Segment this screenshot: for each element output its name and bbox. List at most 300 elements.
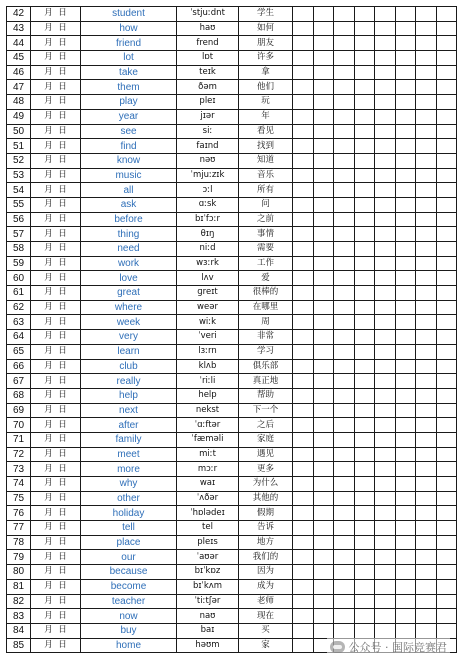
blank-cell [313, 21, 334, 36]
blank-cell [313, 139, 334, 154]
chinese-meaning: 学习 [239, 344, 293, 359]
blank-cell [395, 65, 416, 80]
blank-cell [313, 197, 334, 212]
month-label: 月 [44, 52, 53, 63]
table-row [7, 212, 457, 227]
row-number: 43 [7, 21, 31, 36]
chinese-meaning: 他们 [239, 80, 293, 95]
blank-cell [436, 212, 457, 227]
blank-cell [395, 579, 416, 594]
blank-cell [313, 374, 334, 389]
table-row [7, 242, 457, 257]
blank-cell [395, 418, 416, 433]
blank-cell [375, 315, 396, 330]
phonetic: haʊ [177, 21, 239, 36]
blank-cell [416, 153, 437, 168]
blank-cell [395, 374, 416, 389]
blank-cell [354, 432, 375, 447]
blank-cell [293, 315, 314, 330]
blank-cell [334, 80, 355, 95]
phonetic: ˈmjuːzɪk [177, 168, 239, 183]
phonetic: mɔːr [177, 462, 239, 477]
chinese-meaning: 工作 [239, 256, 293, 271]
blank-cell [293, 579, 314, 594]
table-row [7, 477, 457, 492]
row-number: 44 [7, 36, 31, 51]
blank-cell [334, 550, 355, 565]
blank-cell [334, 286, 355, 301]
chinese-meaning: 地方 [239, 535, 293, 550]
blank-cell [313, 403, 334, 418]
day-label: 日 [58, 595, 67, 606]
table-row [7, 80, 457, 95]
blank-cell [436, 506, 457, 521]
blank-cell [354, 242, 375, 257]
blank-cell [416, 609, 437, 624]
blank-cell [313, 330, 334, 345]
chinese-meaning: 之前 [239, 212, 293, 227]
blank-cell [416, 300, 437, 315]
day-label: 日 [58, 125, 67, 136]
english-word: our [81, 550, 177, 565]
blank-cell [416, 21, 437, 36]
blank-cell [395, 139, 416, 154]
blank-cell [293, 124, 314, 139]
phonetic: ˈɑːftər [177, 418, 239, 433]
blank-cell [375, 418, 396, 433]
english-word: place [81, 535, 177, 550]
blank-cell [395, 521, 416, 536]
blank-cell [436, 521, 457, 536]
blank-cell [293, 609, 314, 624]
blank-cell [313, 256, 334, 271]
month-label: 月 [44, 67, 53, 78]
english-word: very [81, 330, 177, 345]
row-number: 69 [7, 403, 31, 418]
day-label: 日 [58, 302, 67, 313]
table-row [7, 330, 457, 345]
blank-cell [334, 315, 355, 330]
row-number: 54 [7, 183, 31, 198]
blank-cell [416, 227, 437, 242]
blank-cell [416, 359, 437, 374]
english-word: them [81, 80, 177, 95]
phonetic: həʊm [177, 638, 239, 653]
blank-cell [354, 315, 375, 330]
blank-cell [375, 477, 396, 492]
table-row [7, 65, 457, 80]
blank-cell [293, 139, 314, 154]
table-row [7, 462, 457, 477]
blank-cell [354, 183, 375, 198]
row-number: 49 [7, 109, 31, 124]
chinese-meaning: 许多 [239, 51, 293, 66]
english-word: all [81, 183, 177, 198]
blank-cell [436, 579, 457, 594]
blank-cell [416, 521, 437, 536]
month-label: 月 [44, 23, 53, 34]
phonetic: waɪ [177, 477, 239, 492]
row-number: 64 [7, 330, 31, 345]
blank-cell [436, 330, 457, 345]
month-label: 月 [44, 331, 53, 342]
month-label: 月 [44, 140, 53, 151]
blank-cell [416, 403, 437, 418]
blank-cell [395, 388, 416, 403]
blank-cell [436, 36, 457, 51]
blank-cell [436, 447, 457, 462]
blank-cell [334, 21, 355, 36]
row-number: 77 [7, 521, 31, 536]
table-row [7, 609, 457, 624]
blank-cell [375, 506, 396, 521]
blank-cell [313, 506, 334, 521]
blank-cell [293, 183, 314, 198]
month-label: 月 [44, 111, 53, 122]
blank-cell [354, 286, 375, 301]
chinese-meaning: 非常 [239, 330, 293, 345]
blank-cell [354, 330, 375, 345]
english-word: home [81, 638, 177, 653]
blank-cell [334, 124, 355, 139]
table-row [7, 432, 457, 447]
blank-cell [354, 80, 375, 95]
row-number: 70 [7, 418, 31, 433]
blank-cell [395, 565, 416, 580]
blank-cell [334, 535, 355, 550]
month-label: 月 [44, 346, 53, 357]
table-row [7, 227, 457, 242]
blank-cell [334, 418, 355, 433]
row-number: 45 [7, 51, 31, 66]
date-cell [31, 432, 81, 447]
row-number: 50 [7, 124, 31, 139]
month-label: 月 [44, 316, 53, 327]
blank-cell [293, 300, 314, 315]
english-word: see [81, 124, 177, 139]
blank-cell [395, 51, 416, 66]
blank-cell [375, 388, 396, 403]
blank-cell [313, 359, 334, 374]
blank-cell [436, 565, 457, 580]
chinese-meaning: 其他的 [239, 491, 293, 506]
day-label: 日 [58, 478, 67, 489]
english-word: how [81, 21, 177, 36]
blank-cell [416, 374, 437, 389]
month-label: 月 [44, 96, 53, 107]
blank-cell [436, 51, 457, 66]
blank-cell [334, 256, 355, 271]
blank-cell [293, 168, 314, 183]
row-number: 62 [7, 300, 31, 315]
blank-cell [436, 344, 457, 359]
blank-cell [334, 139, 355, 154]
day-label: 日 [58, 463, 67, 474]
blank-cell [334, 477, 355, 492]
blank-cell [293, 418, 314, 433]
blank-cell [395, 462, 416, 477]
blank-cell [293, 550, 314, 565]
blank-cell [395, 212, 416, 227]
blank-cell [395, 300, 416, 315]
blank-cell [395, 491, 416, 506]
blank-cell [334, 462, 355, 477]
blank-cell [375, 521, 396, 536]
table-row [7, 197, 457, 212]
month-label: 月 [44, 581, 53, 592]
day-label: 日 [58, 551, 67, 562]
row-number: 71 [7, 432, 31, 447]
blank-cell [395, 623, 416, 638]
blank-cell [354, 550, 375, 565]
blank-cell [293, 477, 314, 492]
row-number: 52 [7, 153, 31, 168]
blank-cell [334, 359, 355, 374]
english-word: friend [81, 36, 177, 51]
blank-cell [354, 579, 375, 594]
blank-cell [334, 109, 355, 124]
date-cell [31, 139, 81, 154]
blank-cell [395, 432, 416, 447]
blank-cell [375, 124, 396, 139]
day-label: 日 [58, 81, 67, 92]
table-row [7, 109, 457, 124]
blank-cell [395, 183, 416, 198]
english-word: before [81, 212, 177, 227]
blank-cell [395, 7, 416, 22]
blank-cell [354, 462, 375, 477]
blank-cell [354, 506, 375, 521]
blank-cell [375, 21, 396, 36]
english-word: love [81, 271, 177, 286]
table-row [7, 579, 457, 594]
month-label: 月 [44, 478, 53, 489]
blank-cell [436, 183, 457, 198]
blank-cell [313, 477, 334, 492]
blank-cell [395, 256, 416, 271]
chinese-meaning: 成为 [239, 579, 293, 594]
blank-cell [416, 168, 437, 183]
blank-cell [354, 168, 375, 183]
blank-cell [375, 403, 396, 418]
table-row [7, 7, 457, 22]
blank-cell [436, 432, 457, 447]
month-label: 月 [44, 610, 53, 621]
phonetic: ɑːsk [177, 197, 239, 212]
blank-cell [293, 271, 314, 286]
date-cell [31, 242, 81, 257]
english-word: great [81, 286, 177, 301]
blank-cell [375, 286, 396, 301]
blank-cell [354, 565, 375, 580]
english-word: year [81, 109, 177, 124]
blank-cell [293, 638, 314, 653]
english-word: other [81, 491, 177, 506]
blank-cell [334, 227, 355, 242]
blank-cell [334, 51, 355, 66]
blank-cell [375, 300, 396, 315]
blank-cell [395, 109, 416, 124]
row-number: 53 [7, 168, 31, 183]
blank-cell [354, 447, 375, 462]
table-row [7, 623, 457, 638]
blank-cell [293, 594, 314, 609]
day-label: 日 [58, 331, 67, 342]
blank-cell [334, 7, 355, 22]
blank-cell [416, 51, 437, 66]
phonetic: bɪˈfɔːr [177, 212, 239, 227]
phonetic: θɪŋ [177, 227, 239, 242]
row-number: 83 [7, 609, 31, 624]
row-number: 46 [7, 65, 31, 80]
blank-cell [395, 550, 416, 565]
month-label: 月 [44, 272, 53, 283]
english-word: teacher [81, 594, 177, 609]
phonetic: ˈhɒlədeɪ [177, 506, 239, 521]
blank-cell [354, 271, 375, 286]
month-label: 月 [44, 81, 53, 92]
date-cell [31, 579, 81, 594]
blank-cell [293, 286, 314, 301]
blank-cell [436, 594, 457, 609]
chinese-meaning: 朋友 [239, 36, 293, 51]
blank-cell [354, 227, 375, 242]
date-cell [31, 212, 81, 227]
row-number: 48 [7, 95, 31, 110]
blank-cell [375, 491, 396, 506]
blank-cell [395, 227, 416, 242]
date-cell [31, 80, 81, 95]
blank-cell [416, 506, 437, 521]
blank-cell [416, 491, 437, 506]
blank-cell [436, 95, 457, 110]
wechat-icon [330, 641, 345, 653]
blank-cell [313, 183, 334, 198]
date-cell [31, 65, 81, 80]
month-label: 月 [44, 360, 53, 371]
blank-cell [395, 153, 416, 168]
blank-cell [395, 168, 416, 183]
phonetic: siː [177, 124, 239, 139]
blank-cell [354, 51, 375, 66]
row-number: 42 [7, 7, 31, 22]
row-number: 81 [7, 579, 31, 594]
date-cell [31, 315, 81, 330]
month-label: 月 [44, 625, 53, 636]
blank-cell [436, 109, 457, 124]
month-label: 月 [44, 169, 53, 180]
blank-cell [416, 535, 437, 550]
blank-cell [375, 462, 396, 477]
blank-cell [416, 183, 437, 198]
blank-cell [313, 109, 334, 124]
blank-cell [313, 565, 334, 580]
table-row [7, 256, 457, 271]
blank-cell [313, 7, 334, 22]
blank-cell [334, 388, 355, 403]
blank-cell [354, 609, 375, 624]
blank-cell [293, 65, 314, 80]
english-word: week [81, 315, 177, 330]
day-label: 日 [58, 522, 67, 533]
blank-cell [416, 565, 437, 580]
english-word: because [81, 565, 177, 580]
blank-cell [375, 565, 396, 580]
day-label: 日 [58, 8, 67, 19]
english-word: play [81, 95, 177, 110]
day-label: 日 [58, 272, 67, 283]
blank-cell [416, 139, 437, 154]
blank-cell [354, 300, 375, 315]
blank-cell [395, 447, 416, 462]
blank-cell [436, 491, 457, 506]
blank-cell [416, 256, 437, 271]
phonetic: ˈstjuːdnt [177, 7, 239, 22]
blank-cell [354, 344, 375, 359]
date-cell [31, 168, 81, 183]
blank-cell [334, 521, 355, 536]
chinese-meaning: 遇见 [239, 447, 293, 462]
blank-cell [293, 36, 314, 51]
blank-cell [436, 374, 457, 389]
month-label: 月 [44, 390, 53, 401]
table-row [7, 286, 457, 301]
chinese-meaning: 周 [239, 315, 293, 330]
table-row [7, 95, 457, 110]
blank-cell [334, 506, 355, 521]
chinese-meaning: 爱 [239, 271, 293, 286]
date-cell [31, 197, 81, 212]
chinese-meaning: 下一个 [239, 403, 293, 418]
vocabulary-table [6, 6, 457, 653]
date-cell [31, 300, 81, 315]
chinese-meaning: 老师 [239, 594, 293, 609]
blank-cell [354, 418, 375, 433]
month-label: 月 [44, 199, 53, 210]
blank-cell [436, 197, 457, 212]
row-number: 85 [7, 638, 31, 653]
blank-cell [313, 80, 334, 95]
blank-cell [354, 521, 375, 536]
day-label: 日 [58, 375, 67, 386]
blank-cell [416, 271, 437, 286]
blank-cell [395, 344, 416, 359]
blank-cell [354, 212, 375, 227]
blank-cell [354, 535, 375, 550]
day-label: 日 [58, 507, 67, 518]
date-cell [31, 550, 81, 565]
blank-cell [354, 359, 375, 374]
phonetic: frend [177, 36, 239, 51]
blank-cell [416, 315, 437, 330]
blank-cell [334, 374, 355, 389]
month-label: 月 [44, 537, 53, 548]
table-row [7, 550, 457, 565]
blank-cell [375, 256, 396, 271]
date-cell [31, 638, 81, 653]
blank-cell [436, 139, 457, 154]
day-label: 日 [58, 287, 67, 298]
row-number: 65 [7, 344, 31, 359]
date-cell [31, 95, 81, 110]
chinese-meaning: 所有 [239, 183, 293, 198]
chinese-meaning: 看见 [239, 124, 293, 139]
date-cell [31, 359, 81, 374]
blank-cell [375, 153, 396, 168]
english-word: ask [81, 197, 177, 212]
day-label: 日 [58, 346, 67, 357]
date-cell [31, 477, 81, 492]
